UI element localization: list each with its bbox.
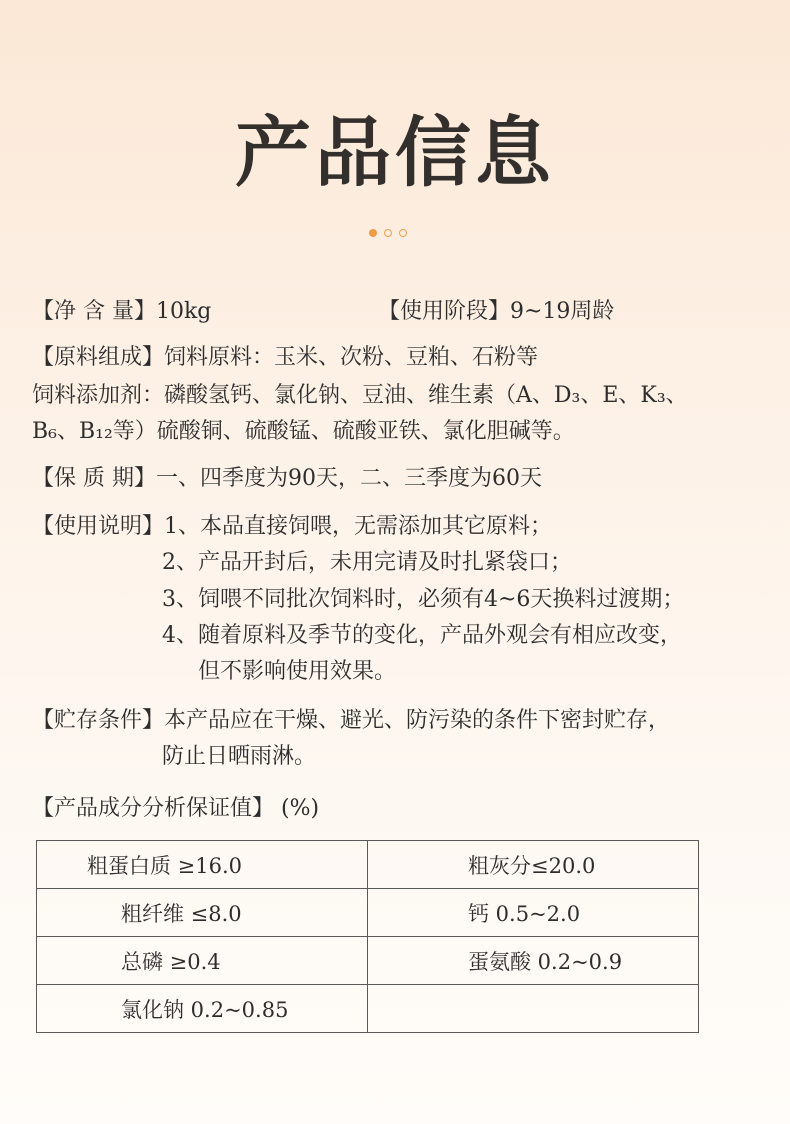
- usage-line-4: 4、随着原料及季节的变化，产品外观会有相应改变，: [162, 623, 682, 648]
- usage-stage-text: 【使用阶段】9~19周龄: [378, 299, 615, 324]
- table-cell: 总磷 ≥0.4: [37, 937, 368, 985]
- dot-icon-active: [369, 229, 377, 237]
- net-weight-text: 【净 含 量】10kg: [32, 299, 212, 324]
- table-cell: 蛋氨酸 0.2~0.9: [368, 937, 699, 985]
- table-cell: [368, 985, 699, 1033]
- dot-icon: [384, 229, 392, 237]
- usage-line-5: 但不影响使用效果。: [198, 659, 397, 684]
- dot-icon: [399, 229, 407, 237]
- analysis-table: [36, 840, 699, 1033]
- table-cell: 粗灰分≤20.0: [368, 841, 699, 889]
- usage-line-1: 【使用说明】1、本品直接饲喂，无需添加其它原料；: [32, 514, 552, 539]
- table-cell: 粗纤维 ≤8.0: [37, 889, 368, 937]
- table-row: [37, 889, 699, 937]
- storage-line-1: 【贮存条件】本产品应在干燥、避光、防污染的条件下密封贮存，: [32, 708, 671, 733]
- table-row: [37, 985, 699, 1033]
- pagination-dots: [369, 229, 407, 237]
- ingredients-line-1: 【原料组成】饲料原料：玉米、次粉、豆粕、石粉等: [32, 345, 539, 370]
- usage-line-2: 2、产品开封后，未用完请及时扎紧袋口；: [162, 550, 572, 575]
- ingredients-line-3: B₆、B₁₂等）硫酸铜、硫酸锰、硫酸亚铁、氯化胆碱等。: [32, 419, 575, 444]
- table-cell: 氯化钠 0.2~0.85: [37, 985, 368, 1033]
- storage-line-2: 防止日晒雨淋。: [162, 744, 317, 769]
- shelf-life-text: 【保 质 期】一、四季度为90天，二、三季度为60天: [32, 466, 542, 491]
- table-cell: 钙 0.5~2.0: [368, 889, 699, 937]
- table-row: [37, 841, 699, 889]
- table-cell: 粗蛋白质 ≥16.0: [37, 841, 368, 889]
- analysis-heading: 【产品成分分析保证值】 (%): [32, 796, 320, 821]
- ingredients-line-2: 饲料添加剂：磷酸氢钙、氯化钠、豆油、维生素（A、D₃、E、K₃、: [32, 383, 688, 408]
- table-row: [37, 937, 699, 985]
- usage-line-3: 3、饲喂不同批次饲料时，必须有4~6天换料过渡期；: [162, 587, 685, 612]
- page-title: 产品信息: [235, 108, 555, 197]
